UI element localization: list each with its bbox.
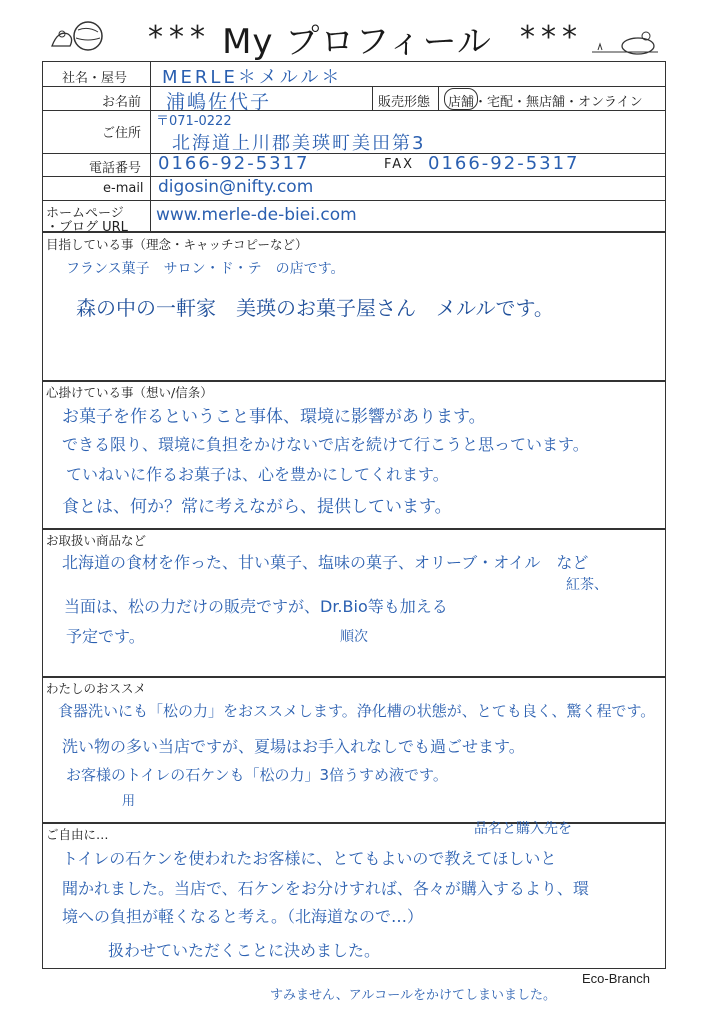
- company-value: MERLE＊メルル＊: [162, 67, 343, 88]
- name-label: お名前: [102, 95, 142, 110]
- address-label: ご住所: [102, 126, 142, 141]
- recommend-line-2: 洗い物の多い当店ですが、夏場はお手入れなしでも過ごせます。: [62, 737, 525, 756]
- homepage-label: ホームページ: [46, 206, 124, 221]
- recommend-label: わたしのおススメ: [46, 681, 147, 696]
- sales-label: 販売形態: [378, 95, 431, 110]
- free-line-3: 聞かれました。当店で、石ケンをお分けすれば、各々が購入するより、環: [62, 879, 589, 898]
- fax-label: FAX: [384, 157, 415, 172]
- homepage-value: www.merle-de-biei.com: [156, 205, 357, 225]
- recommend-line-4: 用: [122, 794, 136, 809]
- products-line-2: 紅茶、: [566, 577, 608, 593]
- email-value: digosin@nifty.com: [158, 177, 314, 197]
- title-stars-left: ***: [148, 20, 211, 55]
- mindset-line-2: できる限り、環境に負担をかけないで店を続けて行こうと思っています。: [62, 435, 589, 454]
- products-line-1: 北海道の食材を作った、甘い菓子、塩味の菓子、オリーブ・オイル など: [62, 553, 589, 572]
- title-stars-right: ***: [520, 20, 583, 55]
- free-line-5: 扱わせていただくことに決めました。: [108, 941, 381, 960]
- address-value: 北海道上川郡美瑛町美田第3: [172, 133, 426, 154]
- company-label: 社名・屋号: [62, 71, 128, 86]
- sales-value: 店舗・宅配・無店舗・オンライン: [448, 95, 643, 110]
- free-label: ご自由に…: [46, 827, 109, 842]
- brand-label: Eco-Branch: [582, 971, 650, 986]
- free-line-1: 品名と購入先を: [474, 821, 572, 837]
- mindset-label: 心掛けている事（想い/信条）: [46, 385, 213, 400]
- right-decoration: [590, 22, 660, 56]
- goal-label: 目指している事（理念・キャッチコピーなど）: [46, 237, 308, 252]
- fax-value: 0166-92-5317: [428, 153, 580, 174]
- products-line-4: 順次: [340, 629, 368, 645]
- name-value: 浦嶋佐代子: [166, 91, 272, 113]
- phone-label: 電話番号: [89, 161, 142, 176]
- products-line-3: 当面は、松の力だけの販売ですが、Dr.Bio等も加える: [64, 597, 448, 616]
- mindset-line-3: ていねいに作るお菓子は、心を豊かにしてくれます。: [66, 465, 449, 484]
- products-line-5: 予定です。: [66, 627, 145, 646]
- phone-value: 0166-92-5317: [158, 153, 310, 174]
- recommend-line-1: 食器洗いにも「松の力」をおススメします。浄化槽の状態が、とても良く、驚く程です。: [58, 702, 656, 720]
- postal-value: 〒071-0222: [156, 114, 232, 129]
- goal-line-2: 森の中の一軒家 美瑛のお菓子屋さん メルルです。: [76, 296, 554, 320]
- page-title: My プロフィール: [222, 22, 492, 62]
- products-label: お取扱い商品など: [46, 533, 147, 548]
- email-label: e-mail: [103, 181, 144, 196]
- blog-label: ・ブログ URL: [46, 220, 128, 235]
- free-line-4: 境への負担が軽くなると考え。（北海道なので…）: [62, 907, 423, 926]
- recommend-line-3: お客様のトイレの石ケンも「松の力」3倍うすめ液です。: [66, 766, 448, 784]
- free-line-2: トイレの石ケンを使われたお客様に、とてもよいので教えてほしいと: [62, 849, 557, 868]
- mindset-line-1: お菓子を作るということ事体、環境に影響があります。: [62, 407, 486, 427]
- footer-note: すみません、アルコールをかけてしまいました。: [270, 988, 557, 1003]
- mindset-line-4: 食とは、何か？常に考えながら、提供しています。: [62, 497, 452, 517]
- goal-line-1: フランス菓子 サロン・ド・テ の店です。: [66, 261, 345, 277]
